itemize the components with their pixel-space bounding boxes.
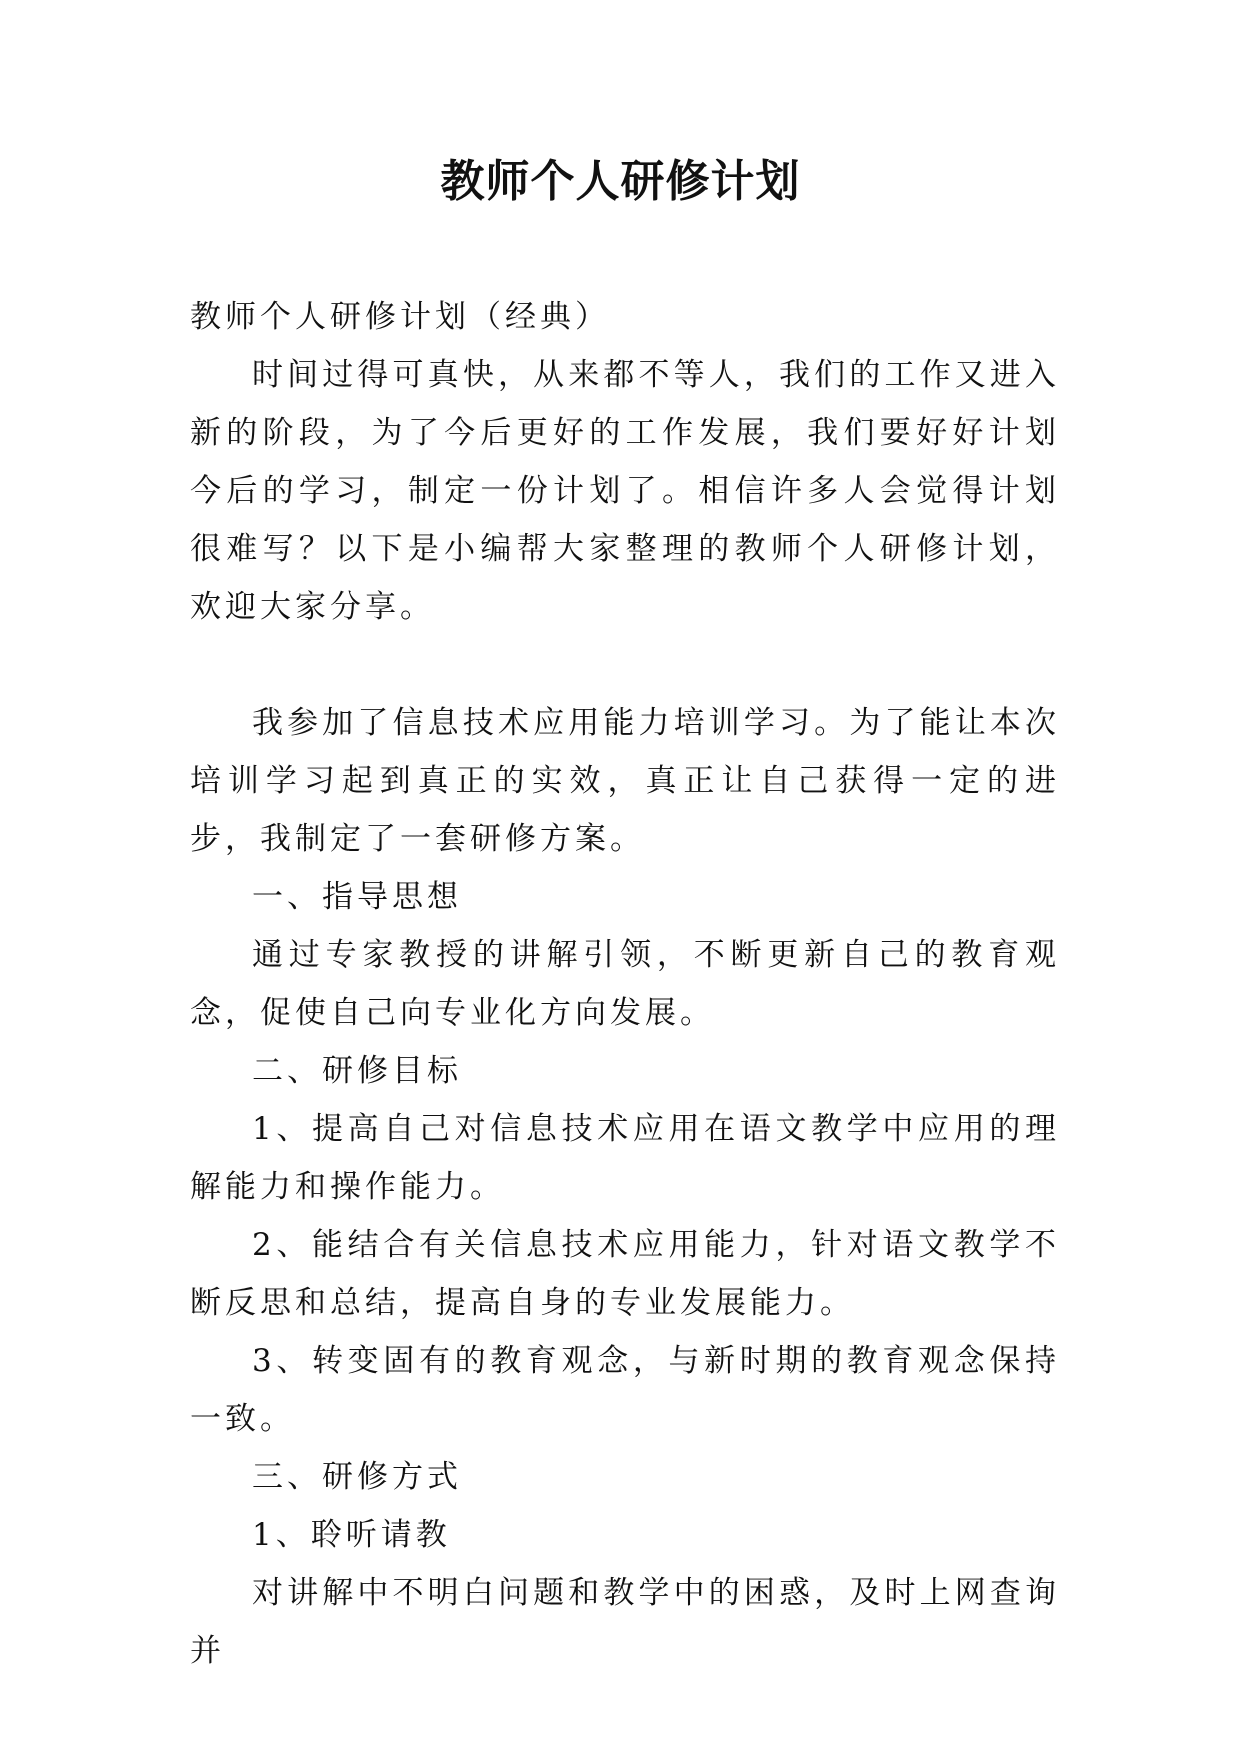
paragraph-method-detail: 对讲解中不明白问题和教学中的困惑，及时上网查询并 bbox=[190, 1575, 1060, 1669]
goal-item-1: 1、提高自己对信息技术应用在语文教学中应用的理解能力和操作能力。 bbox=[190, 1111, 1060, 1205]
paragraph-spacer bbox=[190, 636, 1060, 694]
heading-research-methods: 三、研修方式 bbox=[252, 1459, 462, 1495]
intro-paragraph: 时间过得可真快，从来都不等人，我们的工作又进入新的阶段，为了今后更好的工作发展，我们要好好计划今后的学习，制定一份计划了。相信许多人会觉得计划很难写？以下是小编帮大家整理的教师个人研修计划，欢迎大家分享。 bbox=[190, 357, 1060, 625]
document-title: 教师个人研修计划 bbox=[440, 156, 801, 207]
heading-research-goals: 二、研修目标 bbox=[252, 1053, 462, 1089]
paragraph-guiding-thought: 通过专家教授的讲解引领，不断更新自己的教育观念，促使自己向专业化方向发展。 bbox=[190, 937, 1060, 1031]
document-subtitle: 教师个人研修计划（经典） bbox=[190, 299, 610, 335]
document-body bbox=[190, 288, 1060, 1680]
heading-guiding-thought: 一、指导思想 bbox=[252, 879, 462, 915]
paragraph-participation: 我参加了信息技术应用能力培训学习。为了能让本次培训学习起到真正的实效，真正让自己获得一定的进步，我制定了一套研修方案。 bbox=[190, 705, 1060, 857]
goal-item-3: 3、转变固有的教育观念，与新时期的教育观念保持一致。 bbox=[190, 1343, 1060, 1437]
goal-item-2: 2、能结合有关信息技术应用能力，针对语文教学不断反思和总结，提高自身的专业发展能力。 bbox=[190, 1227, 1060, 1321]
method-item-1: 1、聆听请教 bbox=[252, 1517, 451, 1553]
